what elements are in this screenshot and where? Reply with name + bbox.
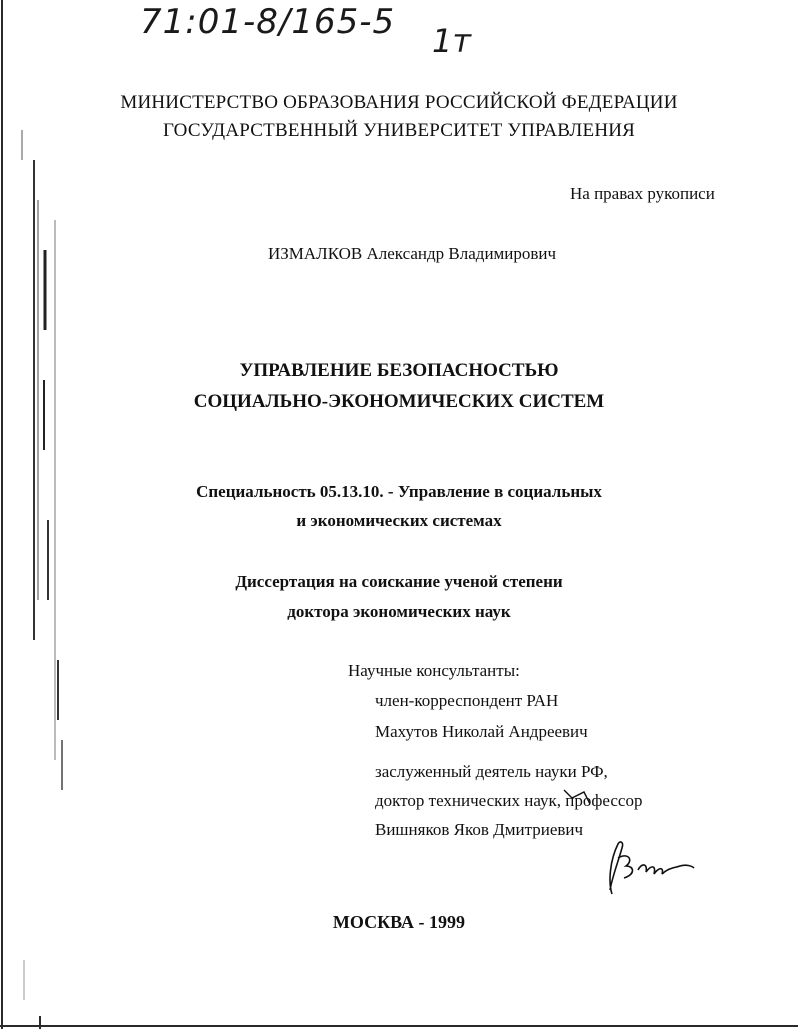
- consultant-line: заслуженный деятель науки РФ,: [375, 762, 608, 781]
- consultant-line: доктор технических наук, профессор: [375, 791, 643, 810]
- ministry-name: МИНИСТЕРСТВО ОБРАЗОВАНИЯ РОССИЙСКОЙ ФЕДЕРАЦИИ: [120, 92, 678, 113]
- consultant-line: член-корреспондент РАН: [375, 691, 559, 710]
- author-name: ИЗМАЛКОВ Александр Владимирович: [268, 244, 557, 263]
- manuscript-rights-note: На правах рукописи: [570, 184, 715, 203]
- scan-bottom-edge: [0, 1014, 798, 1029]
- consultant-line: Махутов Николай Андреевич: [375, 722, 588, 741]
- city-and-year: МОСКВА - 1999: [332, 912, 466, 932]
- degree-line-2: доктора экономических наук: [287, 602, 511, 621]
- specialty-line-1: Специальность 05.13.10. - Управление в социальных: [196, 482, 602, 501]
- degree-line-1: Диссертация на соискание ученой степени: [235, 572, 563, 591]
- dissertation-title-line-2: СОЦИАЛЬНО-ЭКОНОМИЧЕСКИХ СИСТЕМ: [193, 391, 605, 412]
- university-name: ГОСУДАРСТВЕННЫЙ УНИВЕРСИТЕТ УПРАВЛЕНИЯ: [162, 120, 636, 141]
- consultants-label: Научные консультанты:: [348, 661, 520, 680]
- consultant-line: Вишняков Яков Дмитриевич: [375, 820, 584, 839]
- specialty-line-2: и экономических системах: [296, 511, 502, 530]
- handwritten-volume-mark: 1т: [432, 22, 471, 60]
- handwritten-correction-mark: [562, 786, 592, 808]
- handwritten-catalog-code: 71:01-8/165-5: [140, 2, 396, 42]
- handwritten-signature: [598, 838, 698, 898]
- dissertation-title-line-1: УПРАВЛЕНИЕ БЕЗОПАСНОСТЬЮ: [239, 360, 559, 381]
